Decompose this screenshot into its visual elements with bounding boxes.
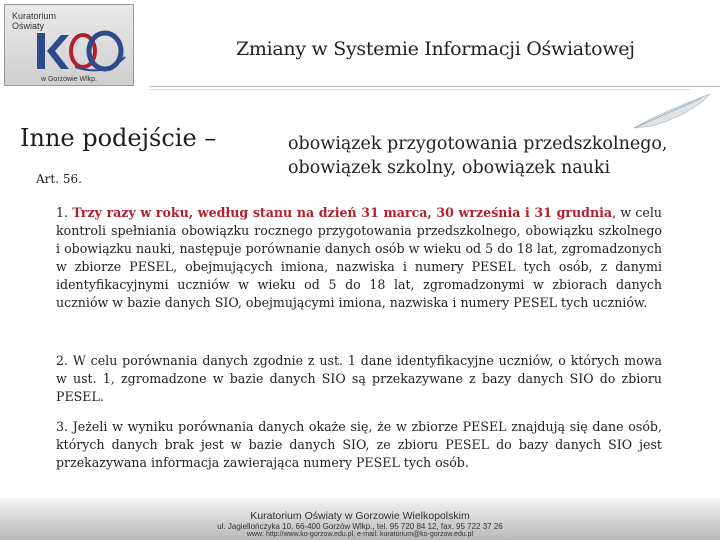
paragraph-1 <box>56 204 662 312</box>
kuratorium-logo <box>4 4 134 86</box>
article-label: Art. 56. <box>36 172 82 186</box>
section-subheading <box>288 132 668 180</box>
paragraph-2: 2. W celu porównania danych zgodnie z ust. 1 dane identyfikacyjne uczniów, o których mowa w ust. 1, zgromadzone w bazie danych SIO są przekazywane z bazy danych SIO do zbioru PESEL. <box>56 353 662 404</box>
logo-line-1: Kuratorium <box>12 11 57 21</box>
footer-address: ul. Jagiellończyka 10, 66-400 Gorzów Wlkp., tel. 95 720 84 12, fax. 95 722 37 26 <box>217 522 503 531</box>
subheading-line-2: obowiązek szkolny, obowiązek nauki <box>288 158 611 178</box>
footer-institution: Kuratorium Oświaty w Gorzowie Wielkopolskim <box>250 510 470 522</box>
header-title: Zmiany w Systemie Informacji Oświatowej <box>236 38 635 60</box>
subheading-line-1: obowiązek przygotowania przedszkolnego, <box>288 134 668 154</box>
header-divider-secondary <box>150 89 690 90</box>
section-heading: Inne podejście – <box>20 124 217 152</box>
logo-emblem-icon <box>35 27 129 75</box>
paragraph-3: 3. Jeżeli w wyniku porównania danych okaże się, że w zbiorze PESEL znajdują się dane osób, których danych brak jest w bazie danych SIO, ze zbioru PESEL do bazy danych SIO jest przekazywana informacja zawierająca numery PESEL tych osób. <box>56 419 662 470</box>
paragraph-1-number: 1. <box>56 205 73 220</box>
logo-line-2: Oświaty <box>12 21 45 31</box>
paragraph-1-highlight: Trzy razy w roku, według stanu na dzień 31 marca, 30 września i 31 grudnia <box>72 205 613 220</box>
logo-subtitle: w Gorzowie Wlkp. <box>40 76 97 83</box>
header-divider <box>150 86 720 87</box>
feather-icon <box>632 92 712 132</box>
footer-contact: www: http://www.ko-gorzow.edu.pl, e-mail: kuratorium@ko-gorzow.edu.pl <box>246 531 474 538</box>
paragraph-1-text: , w celu kontroli spełniania obowiązku rocznego przygotowania przedszkolnego, obowiązku szkolnego i obowiązku nauki, następuje porównanie danych osób w wieku od 5 do 18 lat, zgromadzonych w zbiorze PESEL, obejmujących imiona, nazwiska i numery PESEL tych osób, z danymi identyfikacyjnymi uczniów w wieku od 5 do 18 lat, zgromadzonymi w zbiorach danych uczniów w bazie danych SIO, obejmującymi imiona, nazwiska i numery PESEL tych uczniów. <box>56 205 662 310</box>
